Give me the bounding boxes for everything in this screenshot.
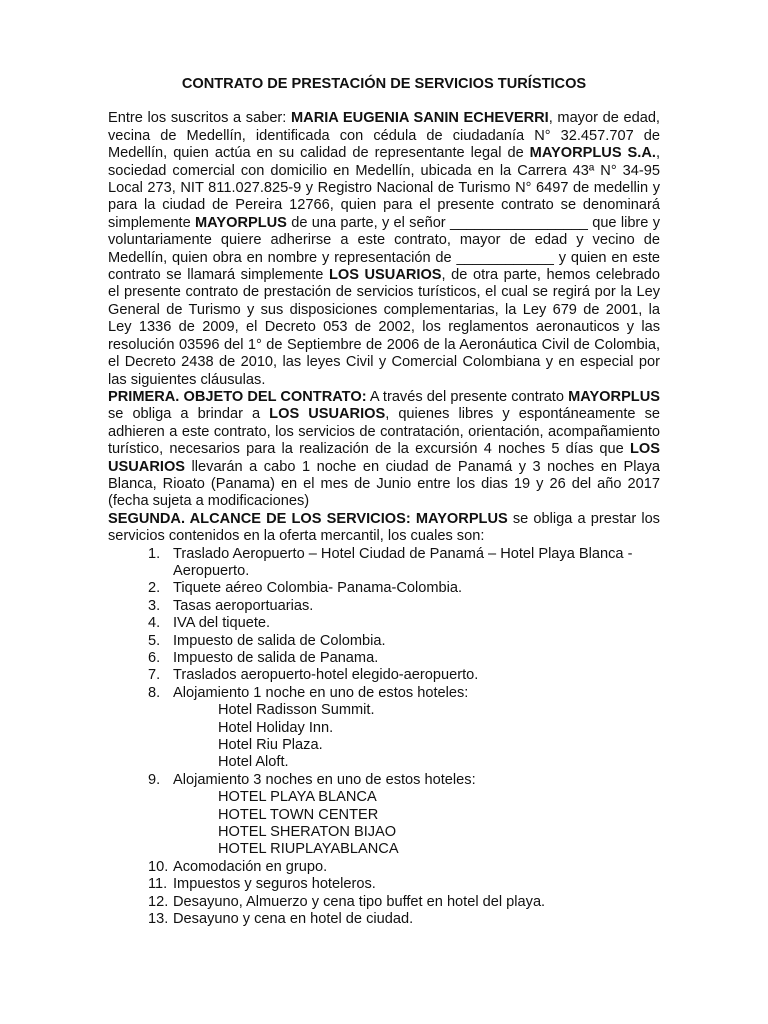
list-item-number: 3.	[148, 597, 161, 614]
list-item-text: Traslados aeropuerto-hotel elegido-aeropuerto.	[173, 667, 479, 684]
list-item-text: Alojamiento 1 noche en uno de estos hoteles:	[173, 684, 469, 701]
list-item-text: Impuesto de salida de Colombia.	[173, 632, 386, 649]
hotel-option: HOTEL PLAYA BLANCA	[218, 789, 377, 806]
clause-primera-text-4: llevarán a cabo 1 noche en ciudad de Panamá y 3 noches en Playa Blanca, Rioato (Panama) en el mes de Junio entre los dias 19 y 26 del año 2017 (fecha sujeta a modificaciones)	[108, 458, 660, 510]
list-item-number: 11.	[148, 876, 168, 893]
list-item	[108, 859, 660, 876]
list-item	[108, 580, 660, 597]
list-item-number: 10.	[148, 858, 169, 875]
city-hotels-list	[173, 702, 660, 772]
hotel-option: Hotel Radisson Summit.	[218, 702, 375, 719]
representative-name: MARIA EUGENIA SANIN ECHEVERRI	[291, 110, 549, 127]
hotel-option: HOTEL SHERATON BIJAO	[218, 824, 397, 841]
company-name: MAYORPLUS S.A.	[529, 145, 656, 162]
list-item-text: Impuestos y seguros hoteleros.	[173, 876, 376, 893]
clause-segunda	[108, 511, 660, 546]
intro-paragraph	[108, 110, 660, 389]
list-item	[108, 911, 660, 928]
clause-segunda-heading: SEGUNDA. ALCANCE DE LOS SERVICIOS: MAYORPLUS	[108, 510, 508, 527]
list-item-number: 8.	[148, 684, 161, 701]
list-item-number: 12.	[148, 893, 169, 910]
list-item-text: Desayuno y cena en hotel de ciudad.	[173, 911, 414, 928]
list-item-number: 9.	[148, 771, 161, 788]
clause-primera-heading: PRIMERA. OBJETO DEL CONTRATO:	[108, 388, 367, 405]
list-item-text: Desayuno, Almuerzo y cena tipo buffet en hotel del playa.	[173, 893, 546, 910]
company-short-name: MAYORPLUS	[195, 214, 287, 231]
clause-primera-bold-3: LOS USUARIOS	[108, 441, 660, 475]
list-item	[108, 598, 660, 615]
list-item	[108, 685, 660, 772]
intro-text-2: , mayor de edad, vecina de Medellín, identificada con cédula de ciudadanía N° 32.457.707 de Medellín, quien actúa en su calidad de representante legal de	[108, 110, 660, 162]
list-item-text: Tiquete aéreo Colombia- Panama-Colombia.	[173, 580, 463, 597]
list-item	[108, 876, 660, 893]
intro-text-5: , de otra parte, hemos celebrado el presente contrato de prestación de servicios turísticos, el cual se regirá por la Ley General de Turismo y sus disposiciones complementarias, la Ley 679 de 2001, la Ley 1336 de 2009, el Decreto 053 de 2002, los reglamentos aeronauticos y las resolución 03596 del 1° de Septiembre de 2006 de la Aeronáutica Civil de Colombia, el Decreto 2438 de 2010, las leyes Civil y Comercial Colombiana y en especial por las siguientes cláusulas.	[108, 267, 660, 388]
document-title: CONTRATO DE PRESTACIÓN DE SERVICIOS TURÍSTICOS	[181, 76, 587, 92]
list-item-text: Alojamiento 3 noches en uno de estos hoteles:	[173, 771, 476, 788]
hotel-option: Hotel Aloft.	[218, 754, 289, 771]
list-item-text: Tasas aeroportuarias.	[173, 597, 314, 614]
hotel-option: Hotel Holiday Inn.	[218, 719, 334, 736]
list-item-text: Acomodación en grupo.	[173, 858, 328, 875]
intro-text-4: de una parte, y el señor _________________ que libre y voluntariamente quiere adherirse a este contrato, mayor de edad y vecino de Medellín, quien obra en nombre y representación de ____________ y quien en este contrato se llamará simplemente	[108, 214, 660, 284]
clause-primera	[108, 389, 660, 511]
intro-text-3: , sociedad comercial con domicilio en Medellín, ubicada en la Carrera 43ª N° 34-95 Local 273, NIT 811.027.825-9 y Registro Nacional de Turismo N° 6497 de medellin y para la ciudad de Pereira 12766, quien para el presente contrato se denominará simplemente	[108, 145, 660, 231]
list-item-number: 7.	[148, 667, 161, 684]
users-term: LOS USUARIOS	[328, 267, 442, 284]
list-item	[108, 650, 660, 667]
clause-primera-text-3: , quienes libres y espontáneamente se adhieren a este contrato, los servicios de contratación, orientación, acompañamiento turístico, necesarios para la realización de la excursión 4 noches 5 días que	[108, 406, 660, 458]
list-item	[108, 667, 660, 684]
list-item	[108, 772, 660, 859]
list-item-number: 4.	[148, 615, 161, 632]
list-item	[108, 894, 660, 911]
beach-hotels-list	[173, 789, 660, 859]
list-item	[108, 546, 660, 581]
hotel-option: HOTEL RIUPLAYABLANCA	[218, 841, 399, 858]
clause-primera-bold-1: MAYORPLUS	[568, 388, 660, 405]
clause-primera-text-1: A través del presente contrato	[366, 388, 569, 405]
list-item	[108, 615, 660, 632]
list-item-number: 13.	[148, 911, 169, 928]
hotel-option: HOTEL TOWN CENTER	[218, 806, 379, 823]
clause-primera-text-2: se obliga a brindar a	[108, 406, 270, 423]
intro-text-1: Entre los suscritos a saber:	[108, 110, 291, 127]
list-item-number: 2.	[148, 580, 161, 597]
list-item-number: 1.	[148, 545, 161, 562]
list-item-number: 5.	[148, 632, 161, 649]
list-item-text: Traslado Aeropuerto – Hotel Ciudad de Panamá – Hotel Playa Blanca - Aeropuerto.	[173, 545, 633, 579]
hotel-option: Hotel Riu Plaza.	[218, 737, 323, 754]
list-item-text: Impuesto de salida de Panama.	[173, 650, 379, 666]
list-item	[108, 633, 660, 650]
services-list	[108, 546, 660, 929]
list-item-text: IVA del tiquete.	[173, 615, 271, 632]
clause-primera-bold-2: LOS USUARIOS	[269, 406, 386, 423]
clause-segunda-text: se obliga a prestar los servicios contenidos en la oferta mercantil, los cuales son:	[108, 510, 660, 545]
list-item-number: 6.	[148, 650, 161, 666]
